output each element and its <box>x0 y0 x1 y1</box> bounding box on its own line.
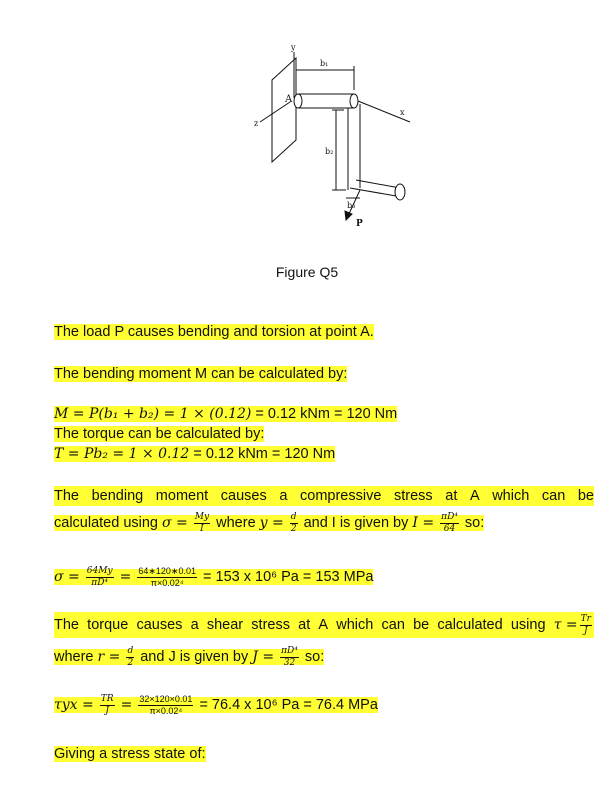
p4-line1 <box>54 486 594 506</box>
I-symbol: I = <box>412 515 435 531</box>
sigma-result: = 153 x 10⁶ Pa = 153 MPa <box>203 569 374 585</box>
frac-num: d <box>127 645 134 656</box>
sigma-frac-2 <box>137 567 197 588</box>
main-shaft <box>298 94 354 108</box>
p5-word: using <box>510 617 546 633</box>
p5-word: be <box>413 617 430 633</box>
sigma-lhs: σ = <box>54 569 80 585</box>
y-symbol: y = <box>259 515 284 531</box>
p1-text: The load P causes bending and torsion at point A. <box>54 324 374 340</box>
My-over-I <box>194 513 210 534</box>
p2-text: The bending moment M can be calculated by: <box>54 366 348 382</box>
frac-den: π×0.02⁴ <box>149 705 183 716</box>
tau-result: = 76.4 x 10⁶ Pa = 76.4 MPa <box>199 697 378 713</box>
p3-text: The torque can be calculated by: <box>54 426 265 442</box>
tau-symbol: τ = <box>553 617 578 633</box>
p5-word: calculated <box>437 617 503 633</box>
p4b-and: and I is given by <box>299 515 413 531</box>
p4-word: The <box>54 488 79 504</box>
frac-num: My <box>194 511 210 522</box>
piD4-over-64 <box>440 513 459 534</box>
frac-num: Tr <box>580 613 591 624</box>
eq-T: T = Pb₂ = 1 × 0.12 <box>54 446 190 462</box>
arm <box>348 104 360 190</box>
frac-den: I <box>200 523 204 534</box>
frac-num: πD⁴ <box>441 511 458 522</box>
frac-num: TR <box>100 693 114 704</box>
p4-word: at <box>445 488 458 504</box>
sigma-symbol: σ = <box>162 515 188 531</box>
label-b2: b₂ <box>325 147 334 156</box>
p4-word: which <box>492 488 530 504</box>
p5-word: torque <box>87 617 129 633</box>
p5-word: The <box>54 617 79 633</box>
frac-num: 64∗120∗0.01 <box>138 565 196 576</box>
frac-den: 32 <box>283 657 296 668</box>
r-symbol: r = <box>97 649 121 665</box>
p4-word: compressive <box>300 488 382 504</box>
p5-word: a <box>190 617 199 633</box>
label-b1: b₁ <box>320 59 329 68</box>
d-over-2 <box>290 513 298 534</box>
p5-word: A <box>318 617 329 633</box>
end-shaft <box>350 180 400 196</box>
shaft-figure <box>250 40 420 240</box>
r-d-over-2 <box>126 647 134 668</box>
p4-word: stress <box>393 488 433 504</box>
label-z: z <box>254 119 259 128</box>
wall-plate <box>272 58 296 162</box>
frac-den: 2 <box>127 657 134 668</box>
sigma-equals: = <box>119 569 132 585</box>
sigma-frac-1 <box>86 567 114 588</box>
frac-num: 32×120×0.01 <box>139 693 193 704</box>
frac-den: πD⁴ <box>91 577 109 588</box>
frac-den: 2 <box>290 523 297 534</box>
frac-den: J <box>583 625 588 636</box>
p4-word: be <box>577 488 594 504</box>
p4-word: causes <box>220 488 267 504</box>
frac-num: πD⁴ <box>281 645 298 656</box>
p5-word: stress <box>251 617 290 633</box>
Tr-over-J <box>580 615 592 636</box>
tau-frac-1 <box>100 695 115 716</box>
p5b-so: so: <box>300 649 325 665</box>
frac-num: d <box>290 511 297 522</box>
p5-word: can <box>381 617 405 633</box>
p4-word: can <box>541 488 566 504</box>
p4-word: moment <box>155 488 209 504</box>
tau-frac-2 <box>138 695 193 716</box>
label-y: y <box>291 43 296 52</box>
label-b3: b₃ <box>347 201 356 210</box>
p5-word: which <box>336 617 374 633</box>
frac-den: J <box>105 705 109 716</box>
eq-M: M = P(b₁ + b₂) = 1 × (0.12) <box>54 406 252 422</box>
frac-den: 64 <box>443 523 456 534</box>
p4-word: A <box>469 488 480 504</box>
frac-num: 64My <box>86 565 113 576</box>
p5b-and: and J is given by <box>136 649 253 665</box>
p5-word: shear <box>206 617 244 633</box>
p4b-so: so: <box>460 515 485 531</box>
frac-den: π×0.02⁴ <box>150 577 184 588</box>
p5-word: at <box>298 617 311 633</box>
J-symbol: J = <box>252 649 275 665</box>
label-x: x <box>400 108 405 117</box>
p5-line1 <box>54 612 594 638</box>
p5-word: causes <box>136 617 183 633</box>
eq-T-value: = 0.12 kNm = 120 Nm <box>189 446 336 462</box>
p5b-where: where <box>54 649 98 665</box>
tau-equals: = <box>120 697 133 713</box>
eq-M-value: = 0.12 kNm = 120 Nm <box>251 406 398 422</box>
p6-text: Giving a stress state of: <box>54 746 206 762</box>
p4-word: bending <box>91 488 144 504</box>
piD4-over-32 <box>280 647 299 668</box>
figure-caption: Figure Q5 <box>275 264 339 280</box>
label-A: A <box>285 94 293 105</box>
tau-lhs: τyx = <box>54 697 94 713</box>
p4-word: a <box>279 488 288 504</box>
p4b-where: where <box>212 515 260 531</box>
p4b-text-a: calculated using <box>54 515 163 531</box>
label-P: P <box>356 219 363 229</box>
